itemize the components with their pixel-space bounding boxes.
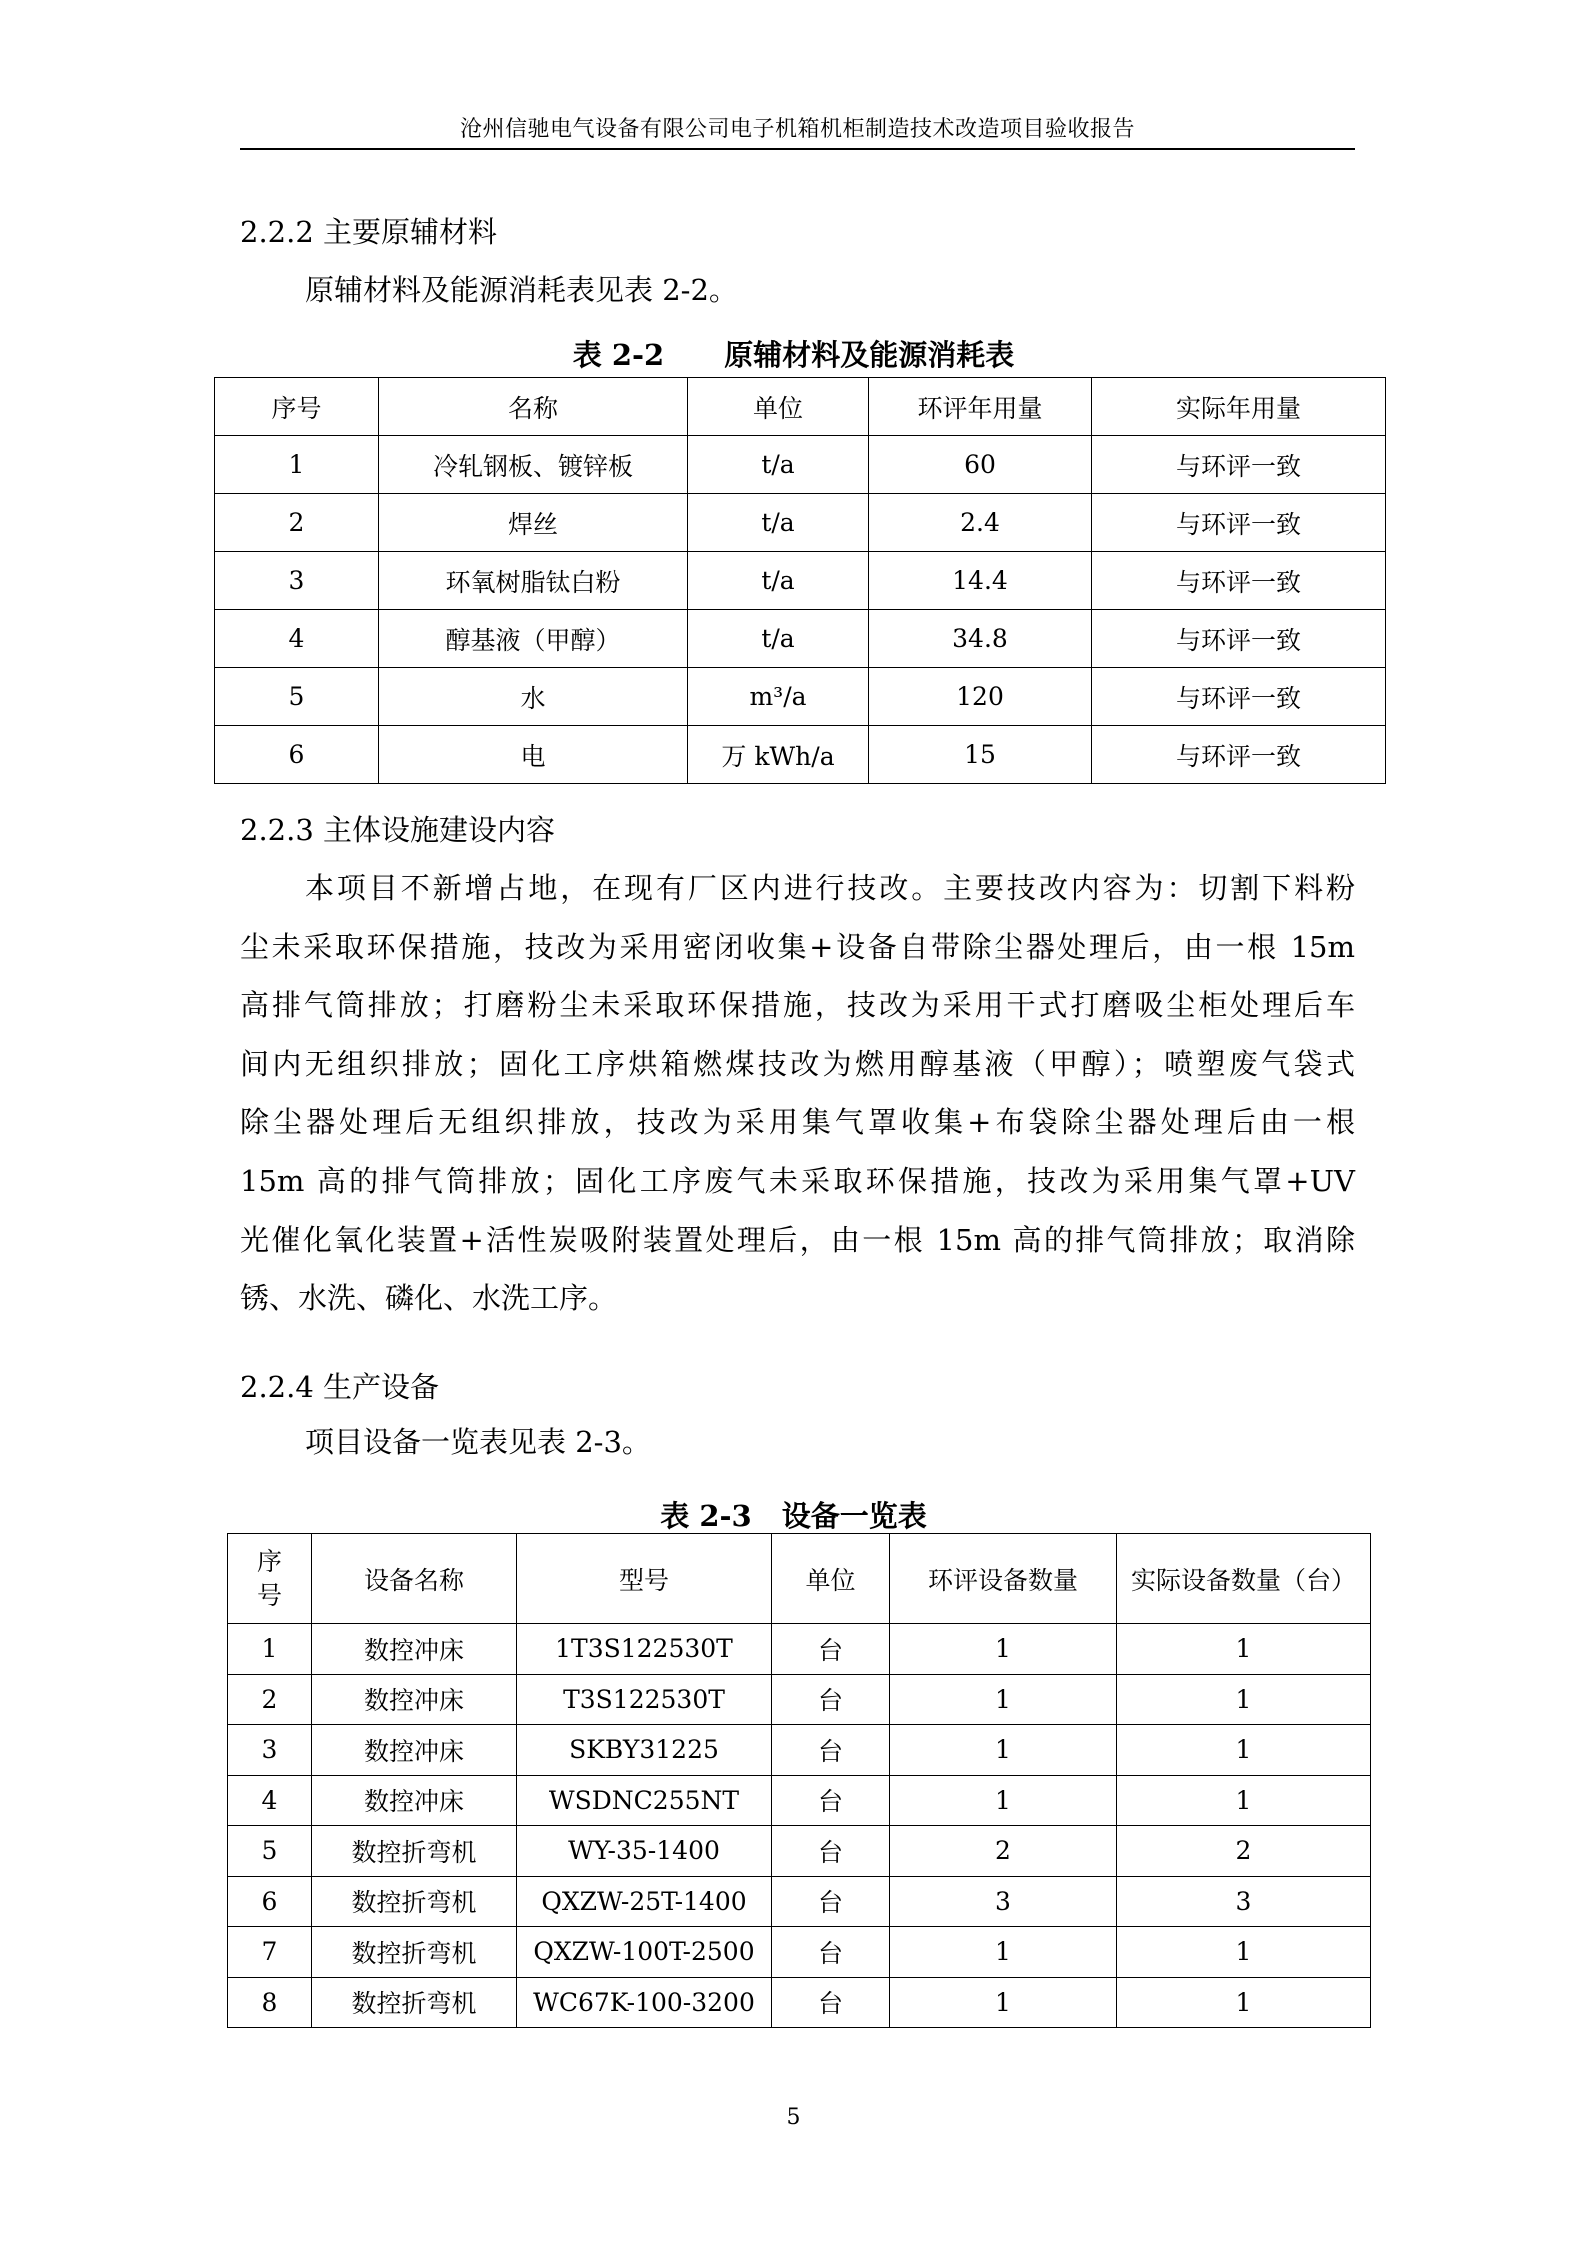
- row-model: QXZW-100T-2500: [517, 1927, 772, 1978]
- row-index: 8: [228, 1977, 312, 2028]
- row-planned-quantity: 1: [890, 1927, 1117, 1978]
- page-number: 5: [786, 2105, 801, 2130]
- caption-number: 表 2-2: [572, 338, 665, 372]
- row-unit: t/a: [688, 436, 869, 494]
- row-actual-usage: 与环评一致: [1092, 552, 1386, 610]
- row-unit: t/a: [688, 552, 869, 610]
- table-row: [215, 494, 1386, 552]
- col-header-index: [228, 1534, 312, 1624]
- row-unit: 台: [772, 1624, 890, 1675]
- table-row: [228, 1876, 1371, 1927]
- table-row: [215, 610, 1386, 668]
- table-row: [215, 436, 1386, 494]
- col-header-equipment-name: 设备名称: [312, 1534, 517, 1624]
- section-heading-2-2-3: 2.2.3 主体设施建设内容: [240, 813, 556, 847]
- paragraph-line: 15m 高的排气筒排放；固化工序废气未采取环保措施，技改为采用集气罩+UV: [240, 1163, 1355, 1198]
- paragraph-line: 光催化氧化装置+活性炭吸附装置处理后，由一根 15m 高的排气筒排放；取消除: [240, 1222, 1355, 1257]
- col-header-actual-quantity: 实际设备数量（台）: [1117, 1534, 1371, 1624]
- table-row: [228, 1624, 1371, 1675]
- row-name: 环氧树脂钛白粉: [379, 552, 688, 610]
- col-header-unit: 单位: [772, 1534, 890, 1624]
- table-row: [215, 668, 1386, 726]
- row-model: SKBY31225: [517, 1725, 772, 1776]
- row-planned-quantity: 1: [890, 1674, 1117, 1725]
- row-index: 3: [215, 552, 379, 610]
- row-index: 2: [228, 1674, 312, 1725]
- equipment-table: [227, 1533, 1371, 2028]
- section-heading-2-2-2: 2.2.2 主要原辅材料: [240, 215, 498, 249]
- row-unit: 万 kWh/a: [688, 726, 869, 784]
- row-equipment-name: 数控冲床: [312, 1674, 517, 1725]
- paragraph-line: 间内无组织排放；固化工序烘箱燃煤技改为燃用醇基液（甲醇）；喷塑废气袋式: [240, 1046, 1355, 1081]
- col-header-actual-usage: 实际年用量: [1092, 378, 1386, 436]
- row-planned-quantity: 1: [890, 1775, 1117, 1826]
- row-model: WSDNC255NT: [517, 1775, 772, 1826]
- row-equipment-name: 数控冲床: [312, 1725, 517, 1776]
- row-index: 7: [228, 1927, 312, 1978]
- row-equipment-name: 数控折弯机: [312, 1927, 517, 1978]
- table-header-row: [228, 1534, 1371, 1624]
- construction-content-paragraph: [240, 859, 1355, 1328]
- col-header-name: 名称: [379, 378, 688, 436]
- row-actual-usage: 与环评一致: [1092, 494, 1386, 552]
- row-index: 6: [215, 726, 379, 784]
- table-row: [228, 1977, 1371, 2028]
- row-planned-usage: 60: [869, 436, 1092, 494]
- table-row: [228, 1674, 1371, 1725]
- row-index: 1: [215, 436, 379, 494]
- paragraph-line: 本项目不新增占地，在现有厂区内进行技改。主要技改内容为：切割下料粉: [305, 871, 1355, 905]
- table-row: [228, 1826, 1371, 1877]
- row-planned-usage: 2.4: [869, 494, 1092, 552]
- row-actual-usage: 与环评一致: [1092, 610, 1386, 668]
- row-actual-quantity: 1: [1117, 1725, 1371, 1776]
- row-planned-quantity: 1: [890, 1624, 1117, 1675]
- row-unit: 台: [772, 1725, 890, 1776]
- row-equipment-name: 数控冲床: [312, 1775, 517, 1826]
- col-header-model: 型号: [517, 1534, 772, 1624]
- row-planned-quantity: 1: [890, 1725, 1117, 1776]
- row-model: WY-35-1400: [517, 1826, 772, 1877]
- row-index: 2: [215, 494, 379, 552]
- row-name: 醇基液（甲醇）: [379, 610, 688, 668]
- paragraph-line: 高排气筒排放；打磨粉尘未采取环保措施，技改为采用干式打磨吸尘柜处理后车: [240, 988, 1355, 1023]
- row-unit: 台: [772, 1876, 890, 1927]
- table-row: [228, 1725, 1371, 1776]
- row-equipment-name: 数控冲床: [312, 1624, 517, 1675]
- col-header-planned-quantity: 环评设备数量: [890, 1534, 1117, 1624]
- row-unit: 台: [772, 1674, 890, 1725]
- row-actual-usage: 与环评一致: [1092, 726, 1386, 784]
- row-unit: t/a: [688, 610, 869, 668]
- paragraph-line: 锈、水洗、磷化、水洗工序。: [240, 1281, 618, 1316]
- row-actual-quantity: 1: [1117, 1977, 1371, 2028]
- row-index: 6: [228, 1876, 312, 1927]
- document-header: 沧州信驰电气设备有限公司电子机箱机柜制造技术改造项目验收报告: [459, 117, 1135, 142]
- row-name: 电: [379, 726, 688, 784]
- row-model: WC67K-100-3200: [517, 1977, 772, 2028]
- table-caption-2-2: [0, 333, 1587, 374]
- table-caption-2-3: [0, 1494, 1587, 1535]
- caption-title: 原辅材料及能源消耗表: [724, 338, 1015, 372]
- row-unit: 台: [772, 1977, 890, 2028]
- row-model: QXZW-25T-1400: [517, 1876, 772, 1927]
- table-header-row: [215, 378, 1386, 436]
- paragraph-line: 除尘器处理后无组织排放，技改为采用集气罩收集+布袋除尘器处理后由一根: [240, 1105, 1355, 1140]
- row-unit: 台: [772, 1775, 890, 1826]
- col-header-unit: 单位: [688, 378, 869, 436]
- row-planned-quantity: 1: [890, 1977, 1117, 2028]
- row-equipment-name: 数控折弯机: [312, 1977, 517, 2028]
- row-planned-usage: 14.4: [869, 552, 1092, 610]
- row-name: 水: [379, 668, 688, 726]
- row-actual-quantity: 1: [1117, 1927, 1371, 1978]
- row-actual-usage: 与环评一致: [1092, 436, 1386, 494]
- col-header-planned-usage: 环评年用量: [869, 378, 1092, 436]
- paragraph-line: 尘未采取环保措施，技改为采用密闭收集+设备自带除尘器处理后，由一根 15m: [240, 929, 1355, 964]
- row-actual-quantity: 1: [1117, 1624, 1371, 1675]
- row-actual-quantity: 3: [1117, 1876, 1371, 1927]
- section-heading-2-2-4: 2.2.4 生产设备: [240, 1370, 440, 1404]
- row-index: 1: [228, 1624, 312, 1675]
- header-rule: [240, 148, 1355, 150]
- row-planned-quantity: 3: [890, 1876, 1117, 1927]
- row-planned-usage: 34.8: [869, 610, 1092, 668]
- row-index: 3: [228, 1725, 312, 1776]
- row-index: 5: [228, 1826, 312, 1877]
- row-planned-quantity: 2: [890, 1826, 1117, 1877]
- materials-table: [214, 377, 1386, 784]
- row-actual-quantity: 1: [1117, 1674, 1371, 1725]
- table-row: [215, 552, 1386, 610]
- row-unit: 台: [772, 1927, 890, 1978]
- section-intro-2-2-4: 项目设备一览表见表 2-3。: [305, 1425, 651, 1459]
- row-name: 冷轧钢板、镀锌板: [379, 436, 688, 494]
- table-row: [215, 726, 1386, 784]
- row-equipment-name: 数控折弯机: [312, 1826, 517, 1877]
- caption-title: 设备一览表: [781, 1499, 927, 1533]
- row-planned-usage: 120: [869, 668, 1092, 726]
- row-actual-quantity: 1: [1117, 1775, 1371, 1826]
- row-planned-usage: 15: [869, 726, 1092, 784]
- row-index: 4: [215, 610, 379, 668]
- table-row: [228, 1775, 1371, 1826]
- table-row: [228, 1927, 1371, 1978]
- row-actual-quantity: 2: [1117, 1826, 1371, 1877]
- caption-number: 表 2-3: [660, 1499, 752, 1533]
- row-unit: m³/a: [688, 668, 869, 726]
- row-model: T3S122530T: [517, 1674, 772, 1725]
- section-intro-2-2-2: 原辅材料及能源消耗表见表 2-2。: [305, 273, 738, 307]
- col-header-index: 序号: [215, 378, 379, 436]
- row-unit: t/a: [688, 494, 869, 552]
- row-index: 5: [215, 668, 379, 726]
- row-index: 4: [228, 1775, 312, 1826]
- row-actual-usage: 与环评一致: [1092, 668, 1386, 726]
- row-model: 1T3S122530T: [517, 1624, 772, 1675]
- col-header-index-text: 序 号: [256, 1546, 282, 1610]
- row-equipment-name: 数控折弯机: [312, 1876, 517, 1927]
- row-name: 焊丝: [379, 494, 688, 552]
- row-unit: 台: [772, 1826, 890, 1877]
